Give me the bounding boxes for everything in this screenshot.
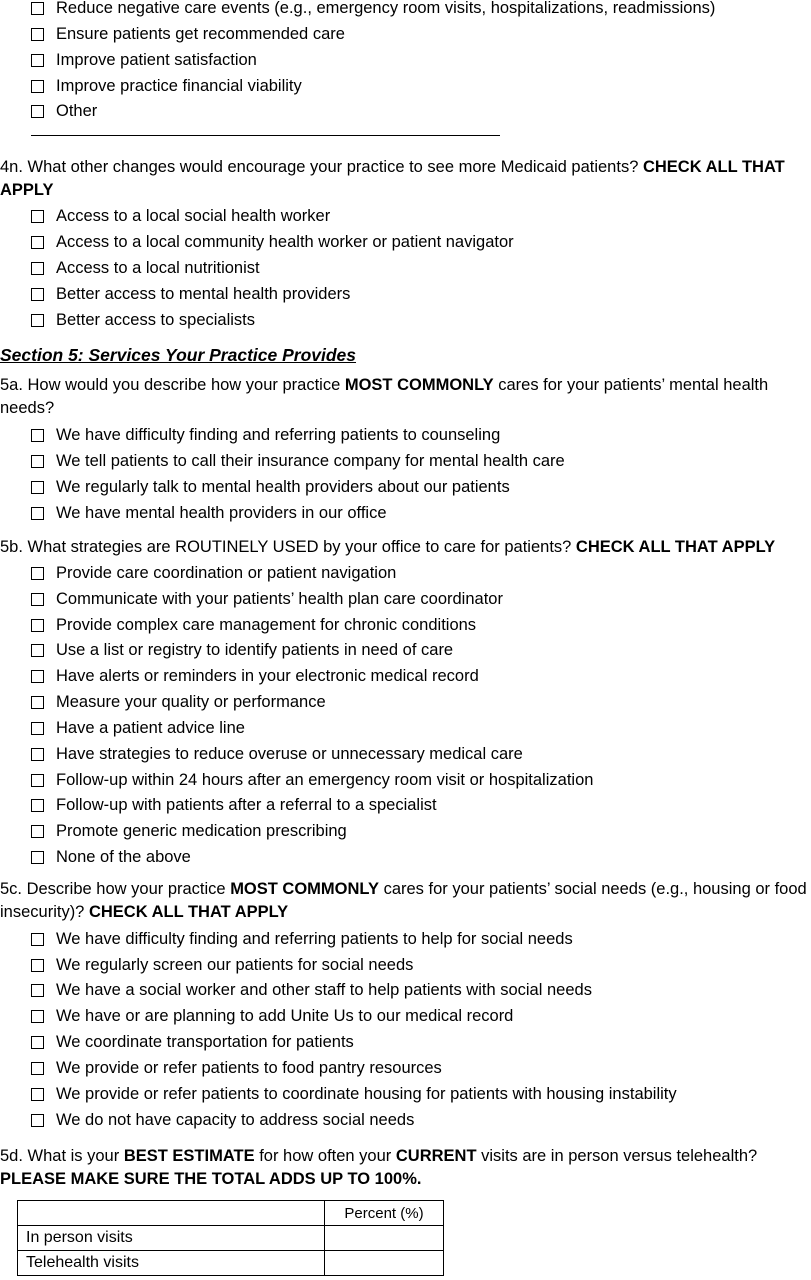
checkbox-option[interactable]: We provide or refer patients to coordinate housing for patients with housing instability xyxy=(31,1084,677,1104)
checkbox-option[interactable]: Access to a local community health worker or patient navigator xyxy=(31,232,514,252)
checkbox[interactable] xyxy=(31,619,44,632)
checkbox-option[interactable]: Reduce negative care events (e.g., emergency room visits, hospitalizations, readmissions) xyxy=(31,0,715,18)
checkbox[interactable] xyxy=(31,959,44,972)
question-5b: 5b. What strategies are ROUTINELY USED by your office to care for patients? CHECK ALL THAT APPLY xyxy=(0,538,776,556)
question-5d: 5d. What is your BEST ESTIMATE for how often your CURRENT visits are in person versus telehealth? PLEASE MAKE SURE THE TOTAL ADDS UP TO 100%. xyxy=(0,1147,758,1188)
checkbox[interactable] xyxy=(31,851,44,864)
checkbox[interactable] xyxy=(31,1062,44,1075)
checkbox-option[interactable]: Provide care coordination or patient navigation xyxy=(31,563,396,583)
checkbox-option[interactable]: None of the above xyxy=(31,847,191,867)
checkbox[interactable] xyxy=(31,288,44,301)
checkbox[interactable] xyxy=(31,799,44,812)
checkbox[interactable] xyxy=(31,2,44,15)
checkbox-option[interactable]: Communicate with your patients’ health plan care coordinator xyxy=(31,589,503,609)
checkbox[interactable] xyxy=(31,933,44,946)
percent-column-header: Percent (%) xyxy=(325,1201,444,1226)
checkbox[interactable] xyxy=(31,54,44,67)
checkbox-option[interactable]: Use a list or registry to identify patients in need of care xyxy=(31,640,453,660)
checkbox[interactable] xyxy=(31,236,44,249)
checkbox[interactable] xyxy=(31,722,44,735)
checkbox-option[interactable]: We have difficulty finding and referring patients to counseling xyxy=(31,425,500,445)
checkbox-option[interactable]: We have a social worker and other staff to help patients with social needs xyxy=(31,980,592,1000)
row-label: Telehealth visits xyxy=(18,1251,325,1276)
checkbox-option[interactable]: We have or are planning to add Unite Us to our medical record xyxy=(31,1006,513,1026)
checkbox[interactable] xyxy=(31,774,44,787)
checkbox-option[interactable]: Provide complex care management for chronic conditions xyxy=(31,615,476,635)
checkbox-option[interactable]: Have alerts or reminders in your electronic medical record xyxy=(31,666,479,686)
checkbox[interactable] xyxy=(31,455,44,468)
checkbox[interactable] xyxy=(31,481,44,494)
table-row xyxy=(18,1251,444,1276)
checkbox[interactable] xyxy=(31,696,44,709)
checkbox-option[interactable]: Follow-up within 24 hours after an emergency room visit or hospitalization xyxy=(31,770,593,790)
checkbox[interactable] xyxy=(31,644,44,657)
checkbox-option[interactable]: Improve patient satisfaction xyxy=(31,50,257,70)
table-header-row xyxy=(18,1201,444,1226)
checkbox[interactable] xyxy=(31,105,44,118)
checkbox-option[interactable]: Ensure patients get recommended care xyxy=(31,24,345,44)
table-row xyxy=(18,1226,444,1251)
checkbox[interactable] xyxy=(31,1036,44,1049)
checkbox-option[interactable]: We regularly talk to mental health providers about our patients xyxy=(31,477,510,497)
checkbox-option[interactable]: We have difficulty finding and referring patients to help for social needs xyxy=(31,929,573,949)
checkbox-option[interactable]: We provide or refer patients to food pantry resources xyxy=(31,1058,442,1078)
checkbox-option[interactable]: Promote generic medication prescribing xyxy=(31,821,347,841)
table-header-empty-cell xyxy=(18,1201,325,1226)
checkbox-option[interactable]: We have mental health providers in our office xyxy=(31,503,387,523)
checkbox[interactable] xyxy=(31,262,44,275)
checkbox-option[interactable]: We do not have capacity to address social needs xyxy=(31,1110,414,1130)
checkbox-option[interactable]: Improve practice financial viability xyxy=(31,76,302,96)
checkbox[interactable] xyxy=(31,1114,44,1127)
question-5c: 5c. Describe how your practice MOST COMMONLY cares for your patients’ social needs (e.g., housing or food insecurity)? CHECK ALL THAT APPLY xyxy=(0,880,807,921)
question-5a: 5a. How would you describe how your practice MOST COMMONLY cares for your patients’ mental health needs? xyxy=(0,376,769,417)
checkbox[interactable] xyxy=(31,507,44,520)
section-title: Section 5: Services Your Practice Provides xyxy=(0,345,357,365)
other-fill-in-line[interactable] xyxy=(31,135,500,136)
checkbox[interactable] xyxy=(31,984,44,997)
checkbox[interactable] xyxy=(31,210,44,223)
checkbox[interactable] xyxy=(31,80,44,93)
checkbox[interactable] xyxy=(31,314,44,327)
checkbox-option[interactable]: Follow-up with patients after a referral to a specialist xyxy=(31,795,437,815)
checkbox-option[interactable]: We coordinate transportation for patients xyxy=(31,1032,354,1052)
checkbox-option[interactable]: Have strategies to reduce overuse or unnecessary medical care xyxy=(31,744,523,764)
percent-input-cell[interactable] xyxy=(325,1226,444,1251)
checkbox-option[interactable]: Other xyxy=(31,101,97,121)
percent-input-cell[interactable] xyxy=(325,1251,444,1276)
checkbox-option[interactable]: Have a patient advice line xyxy=(31,718,245,738)
checkbox-option[interactable]: We regularly screen our patients for social needs xyxy=(31,955,413,975)
checkbox-option[interactable]: Access to a local nutritionist xyxy=(31,258,260,278)
row-label: In person visits xyxy=(18,1226,325,1251)
checkbox[interactable] xyxy=(31,670,44,683)
checkbox[interactable] xyxy=(31,429,44,442)
checkbox-option[interactable]: Better access to mental health providers xyxy=(31,284,350,304)
checkbox[interactable] xyxy=(31,825,44,838)
visit-percent-table xyxy=(17,1200,444,1276)
checkbox-option[interactable]: We tell patients to call their insurance company for mental health care xyxy=(31,451,565,471)
checkbox[interactable] xyxy=(31,1010,44,1023)
question-4n: 4n. What other changes would encourage your practice to see more Medicaid patients? CHECK ALL THAT APPLY xyxy=(0,158,785,199)
checkbox-option[interactable]: Access to a local social health worker xyxy=(31,206,330,226)
checkbox[interactable] xyxy=(31,1088,44,1101)
checkbox[interactable] xyxy=(31,593,44,606)
checkbox[interactable] xyxy=(31,748,44,761)
checkbox[interactable] xyxy=(31,28,44,41)
checkbox-option[interactable]: Measure your quality or performance xyxy=(31,692,326,712)
checkbox-option[interactable]: Better access to specialists xyxy=(31,310,255,330)
checkbox[interactable] xyxy=(31,567,44,580)
